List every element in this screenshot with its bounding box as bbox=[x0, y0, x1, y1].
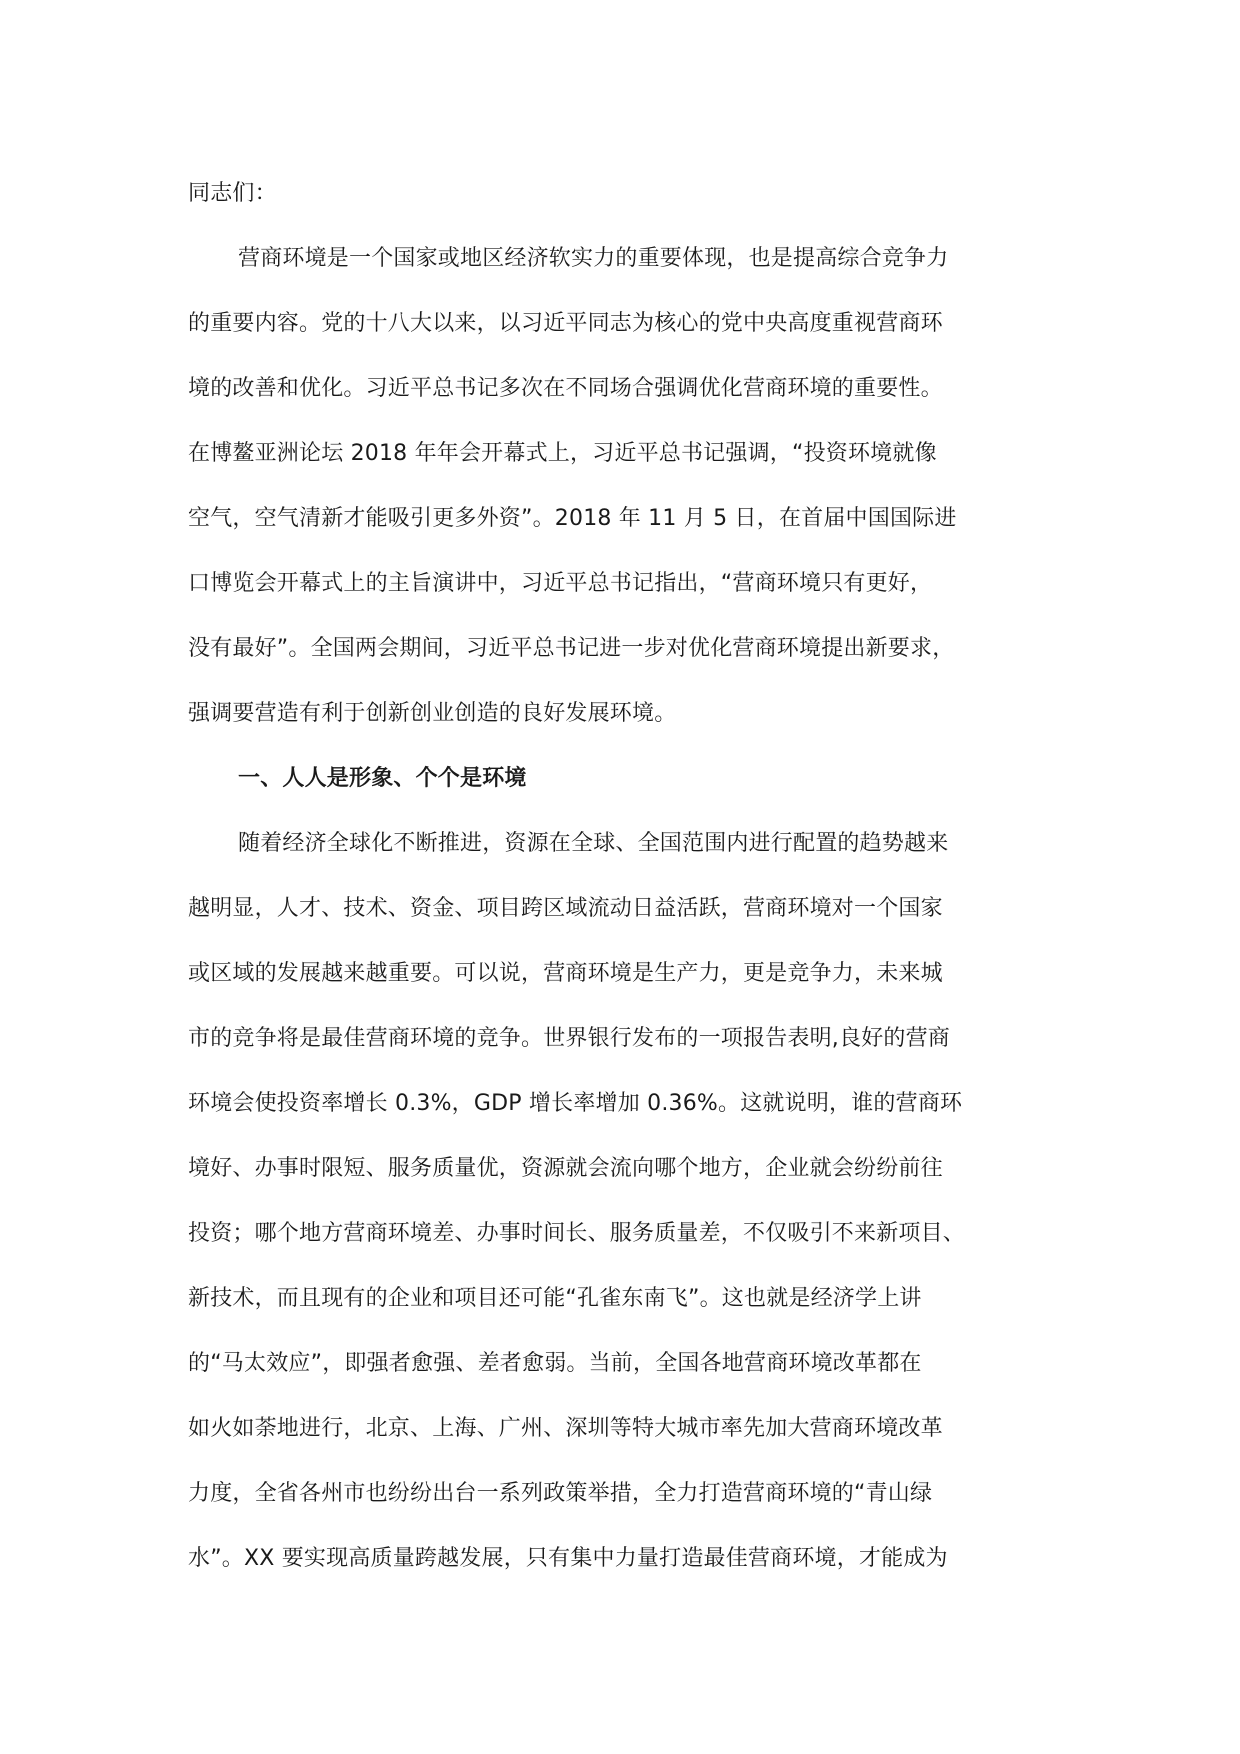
salutation: 同志们： bbox=[188, 181, 277, 206]
section-heading: 一、人人是形象、个个是环境 bbox=[238, 766, 527, 791]
paragraph-line: 越明显，人才、技术、资金、项目跨区域流动日益活跃，营商环境对一个国家 bbox=[188, 896, 943, 921]
paragraph-line: 或区域的发展越来越重要。可以说，营商环境是生产力，更是竞争力，未来城 bbox=[188, 961, 943, 986]
paragraph-line: 营商环境是一个国家或地区经济软实力的重要体现，也是提高综合竞争力 bbox=[238, 246, 949, 271]
paragraph-line: 在博鳌亚洲论坛 2018 年年会开幕式上，习近平总书记强调，“投资环境就像 bbox=[188, 441, 937, 466]
paragraph-line: 的“马太效应”，即强者愈强、差者愈弱。当前，全国各地营商环境改革都在 bbox=[188, 1351, 922, 1376]
paragraph-line: 境好、办事时限短、服务质量优，资源就会流向哪个地方，企业就会纷纷前往 bbox=[188, 1156, 943, 1181]
paragraph-line: 口博览会开幕式上的主旨演讲中，习近平总书记指出，“营商环境只有更好， bbox=[188, 571, 933, 596]
paragraph-line: 新技术，而且现有的企业和项目还可能“孔雀东南飞”。这也就是经济学上讲 bbox=[188, 1286, 922, 1311]
paragraph-line: 力度，全省各州市也纷纷出台一系列政策举措，全力打造营商环境的“青山绿 bbox=[188, 1481, 933, 1506]
paragraph-line: 环境会使投资率增长 0.3%，GDP 增长率增加 0.36%。这就说明，谁的营商环 bbox=[188, 1091, 963, 1116]
paragraph-line: 水”。XX 要实现高质量跨越发展，只有集中力量打造最佳营商环境，才能成为 bbox=[188, 1546, 948, 1571]
paragraph-line: 市的竞争将是最佳营商环境的竞争。世界银行发布的一项报告表明,良好的营商 bbox=[188, 1026, 950, 1051]
paragraph-line: 境的改善和优化。习近平总书记多次在不同场合强调优化营商环境的重要性。 bbox=[188, 376, 943, 401]
paragraph-line: 投资；哪个地方营商环境差、办事时间长、服务质量差，不仅吸引不来新项目、 bbox=[188, 1221, 966, 1246]
paragraph-line: 强调要营造有利于创新创业创造的良好发展环境。 bbox=[188, 701, 677, 726]
paragraph-line: 的重要内容。党的十八大以来，以习近平同志为核心的党中央高度重视营商环 bbox=[188, 311, 943, 336]
paragraph-line: 空气，空气清新才能吸引更多外资”。2018 年 11 月 5 日，在首届中国国际进 bbox=[188, 506, 957, 531]
paragraph-line: 没有最好”。全国两会期间，习近平总书记进一步对优化营商环境提出新要求， bbox=[188, 636, 955, 661]
paragraph-line: 如火如荼地进行，北京、上海、广州、深圳等特大城市率先加大营商环境改革 bbox=[188, 1416, 943, 1441]
paragraph-line: 随着经济全球化不断推进，资源在全球、全国范围内进行配置的趋势越来 bbox=[238, 831, 949, 856]
